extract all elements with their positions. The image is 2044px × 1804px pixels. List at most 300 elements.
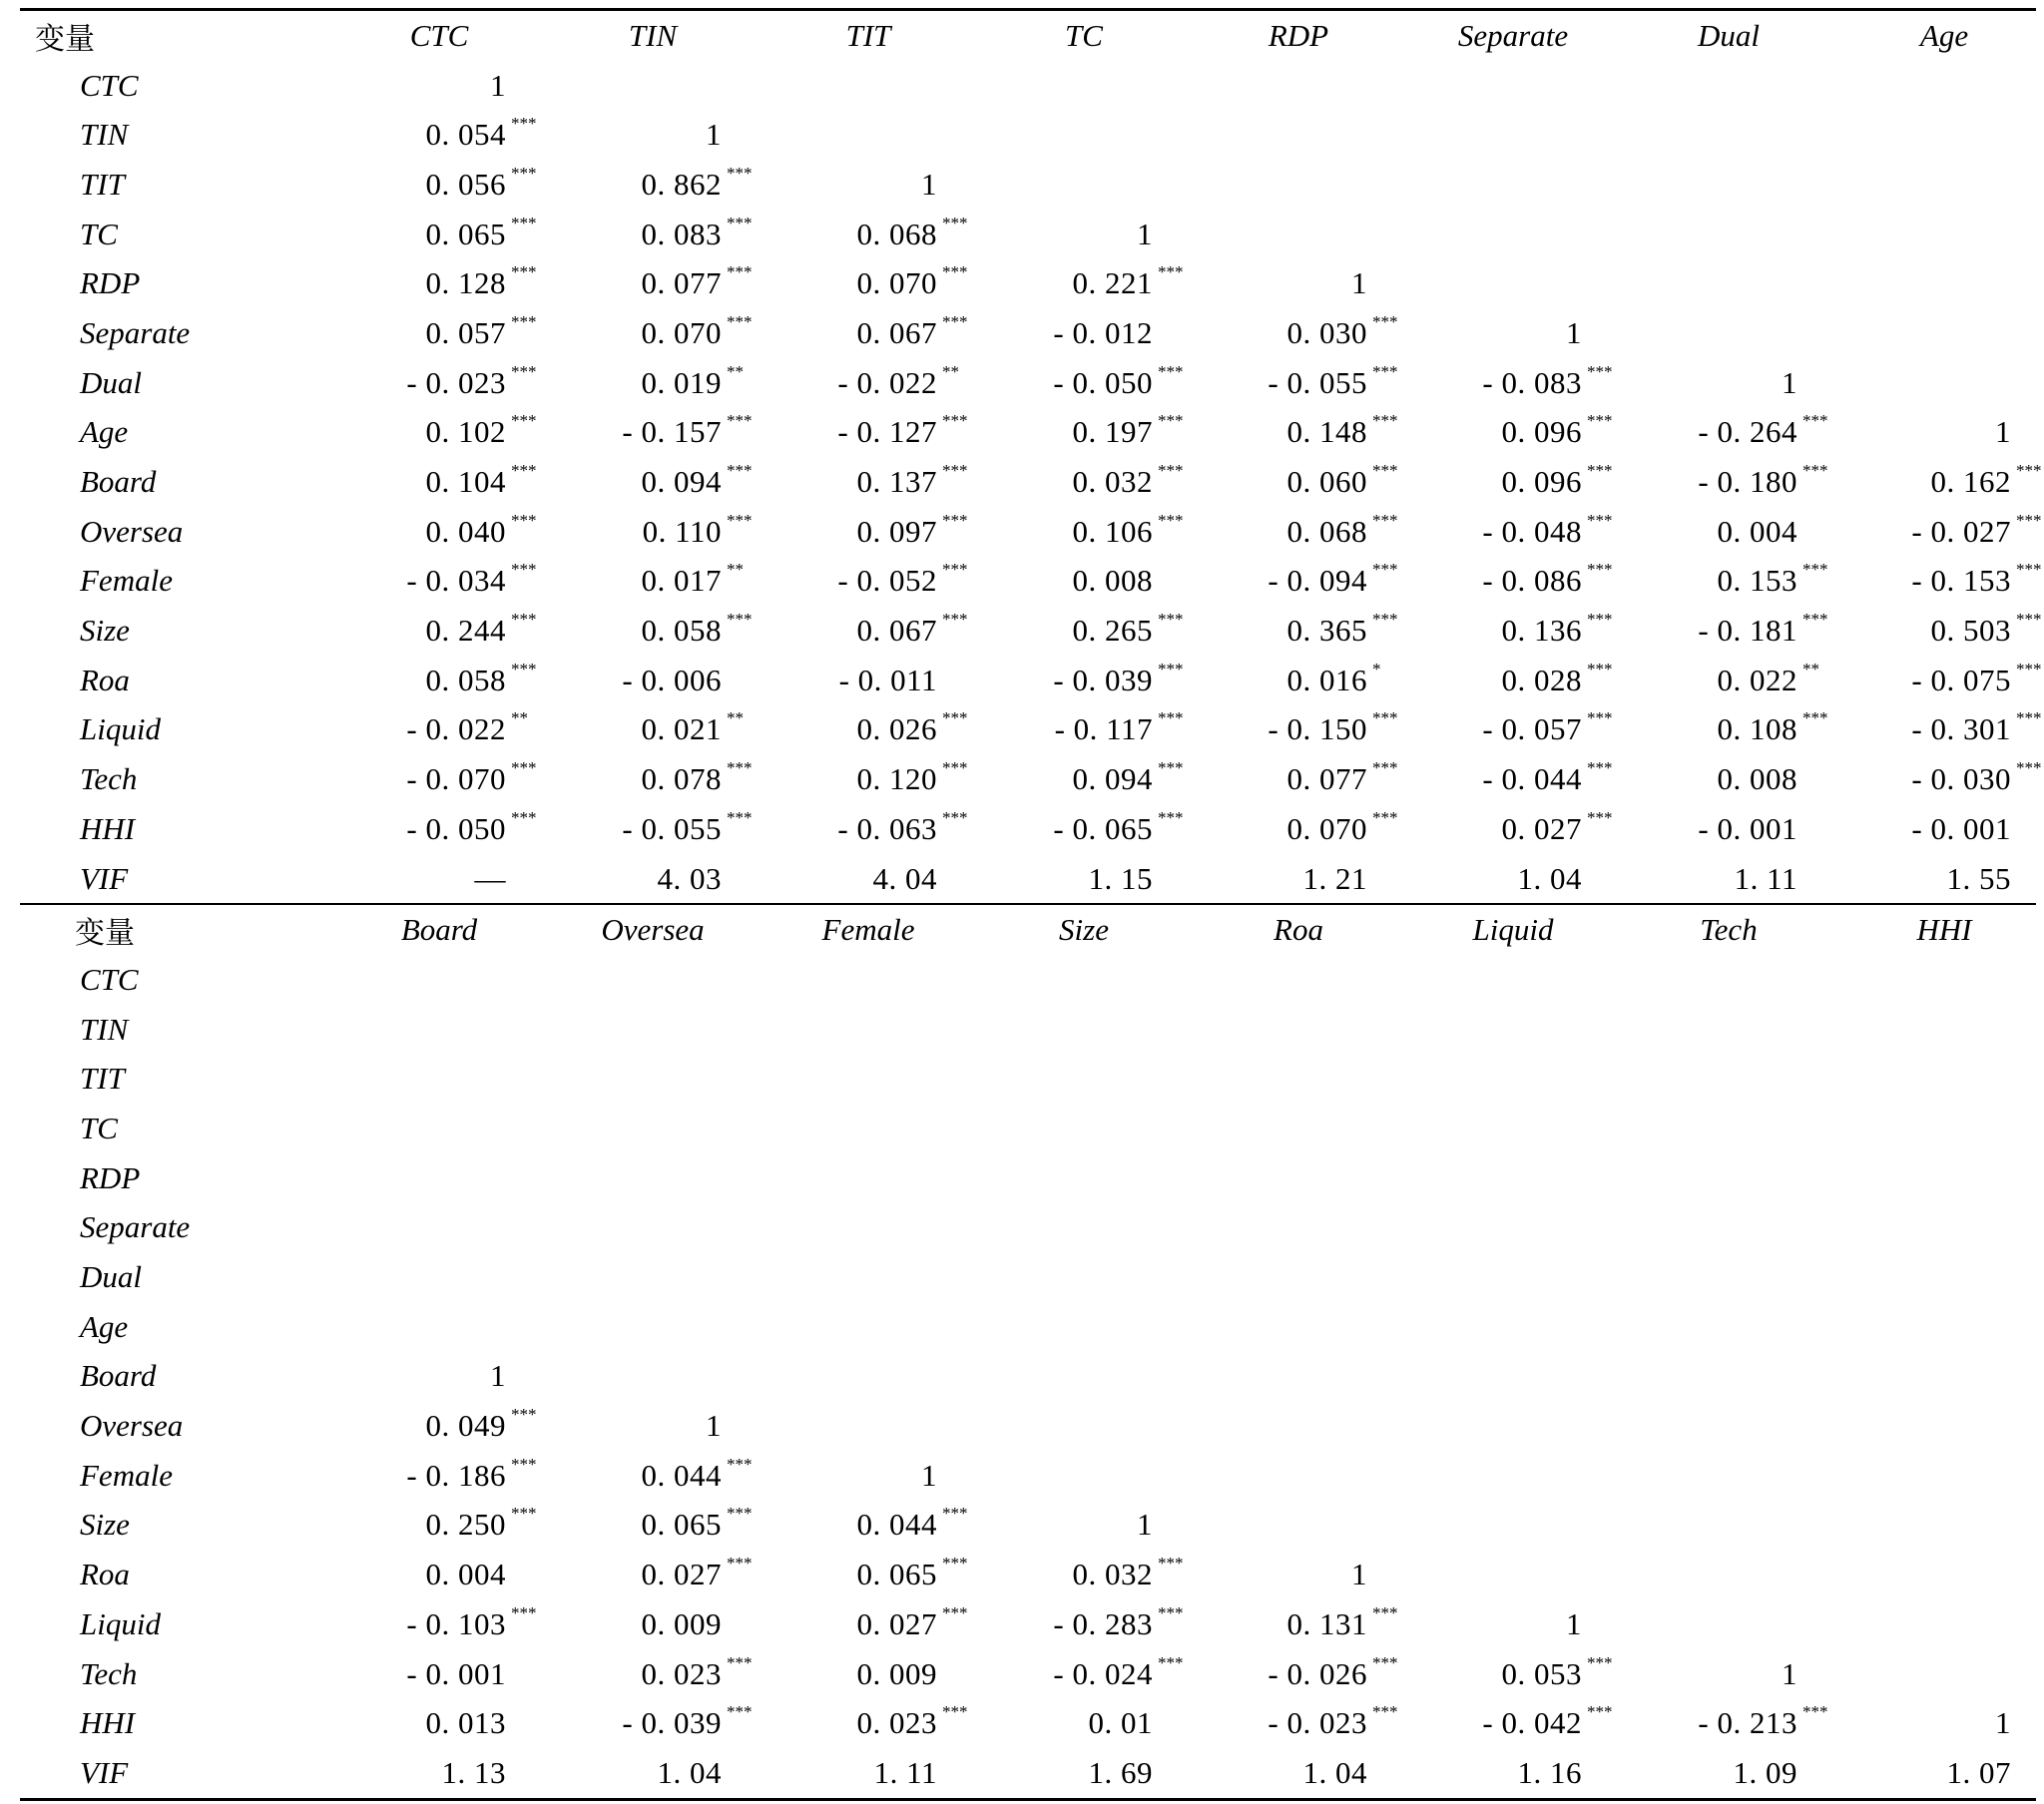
table-cell xyxy=(998,358,1198,408)
table-cell xyxy=(782,557,982,607)
table-cell xyxy=(567,656,766,705)
row-label: Separate xyxy=(80,314,191,350)
cell-value: - 0. 150 xyxy=(1268,711,1367,747)
table-cell xyxy=(1856,358,2044,408)
table-cell xyxy=(1213,210,1412,259)
cell-value: 0. 067 xyxy=(856,314,937,350)
table-cell xyxy=(1856,754,2044,804)
cell-value: - 0. 213 xyxy=(1698,1705,1797,1741)
significance-stars: *** xyxy=(511,560,537,580)
table-cell xyxy=(1427,308,1627,358)
cell-value: 0. 503 xyxy=(1930,613,2011,649)
cell-value: - 0. 023 xyxy=(1268,1705,1367,1741)
significance-stars: *** xyxy=(511,1504,537,1524)
column-header: Size xyxy=(1059,912,1109,948)
significance-stars: *** xyxy=(1158,1652,1184,1672)
significance-stars: *** xyxy=(1372,411,1398,431)
table-row xyxy=(20,457,2042,507)
cell-value: - 0. 026 xyxy=(1268,1655,1367,1691)
table-cell xyxy=(567,854,766,904)
cell-value: 4. 03 xyxy=(657,860,722,896)
significance-stars: *** xyxy=(1802,1702,1828,1722)
cell-value: 0. 056 xyxy=(425,166,506,202)
significance-stars: *** xyxy=(511,1405,537,1425)
column-header: HHI xyxy=(1916,912,1972,948)
significance-stars: *** xyxy=(1372,758,1398,778)
significance-stars: *** xyxy=(1372,361,1398,381)
cell-value: 0. 058 xyxy=(641,613,722,649)
significance-stars: *** xyxy=(1587,461,1613,481)
significance-stars: *** xyxy=(1158,758,1184,778)
table-cell xyxy=(782,1054,982,1104)
significance-stars: *** xyxy=(1802,411,1828,431)
row-label: Female xyxy=(80,563,173,599)
cell-value: - 0. 181 xyxy=(1698,613,1797,649)
table-cell xyxy=(1643,160,1842,210)
table-cell xyxy=(1643,557,1842,607)
table-row xyxy=(20,1748,2036,1798)
cell-value: 0. 078 xyxy=(641,761,722,797)
table-row xyxy=(20,1649,2036,1699)
significance-stars: *** xyxy=(1587,610,1613,630)
table-cell xyxy=(567,160,766,210)
table-cell xyxy=(1427,1649,1627,1699)
table-cell xyxy=(1856,1005,2044,1055)
table-cell xyxy=(1643,1748,1842,1798)
table-row xyxy=(20,955,2036,1005)
table-cell xyxy=(998,1054,1198,1104)
table-cell xyxy=(1856,1501,2044,1551)
table-cell xyxy=(1213,1550,1412,1599)
significance-stars: *** xyxy=(1802,610,1828,630)
cell-value: 1 xyxy=(1782,1655,1797,1691)
table-cell xyxy=(1643,705,1842,755)
table-cell xyxy=(1856,1649,2044,1699)
table-cell xyxy=(567,1203,766,1253)
table-cell xyxy=(1643,110,1842,160)
table-row xyxy=(20,408,2036,458)
table-cell xyxy=(1213,1401,1412,1451)
significance-stars: *** xyxy=(1158,659,1184,678)
table-cell xyxy=(1643,258,1842,308)
row-label: CTC xyxy=(80,67,139,103)
significance-stars: *** xyxy=(942,1702,968,1722)
table-cell xyxy=(998,258,1198,308)
table-cell xyxy=(1427,258,1627,308)
table-cell xyxy=(351,754,551,804)
table-cell xyxy=(1856,656,2044,705)
table-cell xyxy=(1427,61,1627,111)
table-cell xyxy=(351,1153,551,1203)
row-label: Dual xyxy=(80,1259,142,1295)
row-label: TC xyxy=(80,1110,118,1145)
table-cell xyxy=(782,1401,982,1451)
table-cell xyxy=(1213,507,1412,557)
table-cell xyxy=(1643,955,1842,1005)
significance-stars: *** xyxy=(942,560,968,580)
significance-stars: *** xyxy=(1372,1702,1398,1722)
table-cell xyxy=(1643,61,1842,111)
cell-value: 0. 102 xyxy=(425,414,506,450)
table-cell xyxy=(1427,1104,1627,1153)
table-cell xyxy=(782,705,982,755)
table-cell xyxy=(782,110,982,160)
significance-stars: * xyxy=(1372,659,1381,678)
significance-stars: *** xyxy=(942,510,968,530)
table-cell xyxy=(351,1302,551,1352)
table-cell xyxy=(1213,1252,1412,1302)
significance-stars: *** xyxy=(727,163,753,183)
table-cell xyxy=(1427,507,1627,557)
table-cell xyxy=(998,1698,1198,1748)
significance-stars: *** xyxy=(511,807,537,827)
table-cell xyxy=(1427,1698,1627,1748)
significance-stars: *** xyxy=(1372,1602,1398,1622)
table-cell xyxy=(1643,1005,1842,1055)
cell-value: - 0. 186 xyxy=(406,1457,506,1493)
cell-value: 0. 009 xyxy=(641,1605,722,1641)
cell-value: 0. 044 xyxy=(641,1457,722,1493)
table-cell xyxy=(351,705,551,755)
variable-header: 变量 xyxy=(75,916,135,952)
cell-value: 1 xyxy=(1137,1507,1153,1543)
significance-stars: *** xyxy=(727,758,753,778)
table-cell xyxy=(1213,457,1412,507)
cell-value: - 0. 055 xyxy=(622,810,722,846)
row-label: Liquid xyxy=(80,711,161,747)
table-cell xyxy=(1213,358,1412,408)
significance-stars: *** xyxy=(2016,610,2042,630)
table-cell xyxy=(1427,557,1627,607)
cell-value: - 0. 083 xyxy=(1482,364,1582,400)
table-cell xyxy=(1427,754,1627,804)
table-cell xyxy=(782,1005,982,1055)
table-cell xyxy=(1427,1451,1627,1501)
table-cell xyxy=(1643,1203,1842,1253)
bottom-rule xyxy=(20,1798,2036,1801)
table-cell xyxy=(1213,1649,1412,1699)
table-cell xyxy=(998,1005,1198,1055)
table-cell xyxy=(1427,408,1627,458)
cell-value: - 0. 050 xyxy=(406,810,506,846)
table-row xyxy=(20,1153,2036,1203)
table-cell xyxy=(998,804,1198,854)
table-cell xyxy=(998,308,1198,358)
table-cell xyxy=(1643,1401,1842,1451)
cell-value: 1 xyxy=(1995,414,2011,450)
table-cell xyxy=(351,61,551,111)
significance-stars: *** xyxy=(511,213,537,232)
significance-stars: *** xyxy=(511,1454,537,1474)
table-cell xyxy=(1213,656,1412,705)
cell-value: 0. 162 xyxy=(1930,464,2011,500)
table-cell xyxy=(1213,1748,1412,1798)
table-row xyxy=(20,705,2042,755)
cell-value: 0. 026 xyxy=(856,711,937,747)
row-label: VIF xyxy=(80,1754,129,1790)
significance-stars: *** xyxy=(2016,560,2042,580)
table-row xyxy=(20,754,2042,804)
table-row xyxy=(20,210,2036,259)
significance-stars: *** xyxy=(942,461,968,481)
cell-value: 0. 862 xyxy=(641,166,722,202)
table-cell xyxy=(1213,1599,1412,1649)
cell-value: - 0. 075 xyxy=(1911,662,2011,697)
cell-value: - 0. 001 xyxy=(1698,810,1797,846)
table-cell xyxy=(351,507,551,557)
table-row xyxy=(20,606,2042,656)
significance-stars: *** xyxy=(511,758,537,778)
significance-stars: *** xyxy=(1158,610,1184,630)
table-cell xyxy=(567,358,766,408)
table-cell xyxy=(782,408,982,458)
table-cell xyxy=(1213,1153,1412,1203)
header-row xyxy=(20,11,2036,61)
cell-value: 0. 009 xyxy=(856,1655,937,1691)
table-cell xyxy=(782,606,982,656)
table-cell xyxy=(782,258,982,308)
table-cell xyxy=(998,1252,1198,1302)
significance-stars: *** xyxy=(1372,610,1398,630)
row-label: TIN xyxy=(80,117,129,153)
table-cell xyxy=(351,457,551,507)
cell-value: - 0. 050 xyxy=(1053,364,1153,400)
table-row xyxy=(20,1698,2036,1748)
cell-value: 0. 110 xyxy=(642,513,722,549)
table-row xyxy=(20,1352,2036,1402)
table-cell xyxy=(782,955,982,1005)
table-cell xyxy=(567,61,766,111)
significance-stars: *** xyxy=(1587,411,1613,431)
cell-value: 1. 04 xyxy=(1302,1754,1367,1790)
table-cell xyxy=(1856,457,2044,507)
table-cell xyxy=(1427,160,1627,210)
table-cell xyxy=(1213,1104,1412,1153)
cell-value: 0. 023 xyxy=(856,1705,937,1741)
table-cell xyxy=(998,1302,1198,1352)
significance-stars: *** xyxy=(727,213,753,232)
table-cell xyxy=(998,754,1198,804)
significance-stars: *** xyxy=(942,807,968,827)
significance-stars: *** xyxy=(727,311,753,331)
significance-stars: *** xyxy=(1158,1602,1184,1622)
cell-value: 0. 004 xyxy=(425,1557,506,1592)
significance-stars: *** xyxy=(1158,361,1184,381)
table-cell xyxy=(567,210,766,259)
table-cell xyxy=(351,210,551,259)
cell-value: 1. 11 xyxy=(1734,860,1797,896)
table-cell xyxy=(998,1203,1198,1253)
cell-value: 0. 131 xyxy=(1286,1605,1367,1641)
significance-stars: *** xyxy=(1587,560,1613,580)
table-cell xyxy=(1213,804,1412,854)
significance-stars: *** xyxy=(1587,361,1613,381)
table-cell xyxy=(782,854,982,904)
table-cell xyxy=(1856,210,2044,259)
cell-value: 1. 16 xyxy=(1517,1754,1582,1790)
significance-stars: *** xyxy=(511,114,537,134)
significance-stars: *** xyxy=(727,510,753,530)
cell-value: 0. 053 xyxy=(1501,1655,1582,1691)
cell-value: 0. 057 xyxy=(425,314,506,350)
table-cell xyxy=(567,1401,766,1451)
table-cell xyxy=(1213,557,1412,607)
cell-value: 0. 022 xyxy=(1717,662,1797,697)
cell-value: 0. 106 xyxy=(1072,513,1153,549)
table-cell xyxy=(1643,754,1842,804)
table-cell xyxy=(1643,1352,1842,1402)
table-row xyxy=(20,507,2042,557)
significance-stars: *** xyxy=(727,411,753,431)
cell-value: - 0. 011 xyxy=(838,662,937,697)
cell-value: 0. 065 xyxy=(425,216,506,251)
table-cell xyxy=(998,656,1198,705)
significance-stars: *** xyxy=(727,1652,753,1672)
table-cell xyxy=(351,1550,551,1599)
table-cell xyxy=(1643,804,1842,854)
significance-stars: *** xyxy=(2016,659,2042,678)
significance-stars: *** xyxy=(1372,510,1398,530)
significance-stars: *** xyxy=(1802,708,1828,728)
row-label: TIN xyxy=(80,1011,129,1047)
table-cell xyxy=(351,1501,551,1551)
table-row xyxy=(20,160,2036,210)
table-cell xyxy=(1427,1203,1627,1253)
table-cell xyxy=(1643,656,1842,705)
cell-value: 0. 096 xyxy=(1501,464,1582,500)
cell-value: 0. 040 xyxy=(425,513,506,549)
table-cell xyxy=(567,408,766,458)
cell-value: 0. 128 xyxy=(425,265,506,301)
cell-value: 0. 008 xyxy=(1717,761,1797,797)
table-row xyxy=(20,110,2036,160)
table-cell xyxy=(567,557,766,607)
table-cell xyxy=(782,160,982,210)
row-label: Oversea xyxy=(80,513,184,549)
cell-value: 0. 153 xyxy=(1717,563,1797,599)
table-cell xyxy=(567,1005,766,1055)
cell-value: - 0. 065 xyxy=(1053,810,1153,846)
significance-stars: *** xyxy=(1372,1652,1398,1672)
cell-value: 0. 197 xyxy=(1072,414,1153,450)
significance-stars: ** xyxy=(727,560,744,580)
cell-value: 0. 070 xyxy=(641,314,722,350)
cell-value: 1 xyxy=(490,67,506,103)
significance-stars: ** xyxy=(727,361,744,381)
cell-value: 0. 044 xyxy=(856,1507,937,1543)
significance-stars: *** xyxy=(942,1554,968,1574)
cell-value: 0. 004 xyxy=(1717,513,1797,549)
table-row xyxy=(20,1550,2036,1599)
column-header: Liquid xyxy=(1472,912,1554,948)
cell-value: - 0. 117 xyxy=(1054,711,1153,747)
table-cell xyxy=(1213,754,1412,804)
table-cell xyxy=(1856,705,2044,755)
table-cell xyxy=(998,1501,1198,1551)
table-cell xyxy=(1643,1054,1842,1104)
table-row xyxy=(20,1252,2036,1302)
cell-value: 1 xyxy=(921,1457,937,1493)
table-cell xyxy=(351,1698,551,1748)
cell-value: - 0. 157 xyxy=(622,414,722,450)
table-row xyxy=(20,854,2036,904)
table-cell xyxy=(567,507,766,557)
cell-value: 0. 023 xyxy=(641,1655,722,1691)
cell-value: — xyxy=(474,860,506,896)
cell-value: 0. 028 xyxy=(1501,662,1582,697)
cell-value: - 0. 023 xyxy=(406,364,506,400)
table-cell xyxy=(567,1599,766,1649)
table-cell xyxy=(567,308,766,358)
table-cell xyxy=(1427,358,1627,408)
cell-value: 0. 365 xyxy=(1286,613,1367,649)
table-cell xyxy=(567,1054,766,1104)
row-label: Age xyxy=(80,414,129,450)
row-label: Size xyxy=(80,1507,130,1543)
significance-stars: *** xyxy=(1587,510,1613,530)
significance-stars: *** xyxy=(942,610,968,630)
table-cell xyxy=(1427,1599,1627,1649)
table-cell xyxy=(1856,606,2044,656)
table-cell xyxy=(351,258,551,308)
table-cell xyxy=(1643,854,1842,904)
cell-value: - 0. 070 xyxy=(406,761,506,797)
table-cell xyxy=(1213,1054,1412,1104)
row-label: Tech xyxy=(80,1655,138,1691)
table-cell xyxy=(351,358,551,408)
cell-value: - 0. 048 xyxy=(1482,513,1582,549)
significance-stars: *** xyxy=(2016,510,2042,530)
cell-value: - 0. 283 xyxy=(1053,1605,1153,1641)
column-header: Roa xyxy=(1274,912,1323,948)
table-cell xyxy=(782,804,982,854)
table-cell xyxy=(1856,258,2044,308)
table-cell xyxy=(782,1153,982,1203)
table-cell xyxy=(351,1352,551,1402)
table-cell xyxy=(782,656,982,705)
cell-value: 0. 094 xyxy=(641,464,722,500)
cell-value: 0. 01 xyxy=(1088,1705,1153,1741)
cell-value: - 0. 022 xyxy=(837,364,937,400)
cell-value: - 0. 001 xyxy=(406,1655,506,1691)
significance-stars: *** xyxy=(511,1602,537,1622)
table-row xyxy=(20,1104,2036,1153)
table-cell xyxy=(351,606,551,656)
table-cell xyxy=(567,258,766,308)
cell-value: 0. 148 xyxy=(1286,414,1367,450)
table-cell xyxy=(1427,457,1627,507)
significance-stars: *** xyxy=(942,213,968,232)
table-cell xyxy=(351,955,551,1005)
cell-value: 0. 027 xyxy=(856,1605,937,1641)
significance-stars: *** xyxy=(727,807,753,827)
table-cell xyxy=(1856,1401,2044,1451)
table-cell xyxy=(1213,1302,1412,1352)
significance-stars: *** xyxy=(1372,560,1398,580)
table-cell xyxy=(998,557,1198,607)
table-cell xyxy=(1856,1698,2044,1748)
table-cell xyxy=(351,1054,551,1104)
table-cell xyxy=(1213,308,1412,358)
table-cell xyxy=(1856,507,2044,557)
table-cell xyxy=(998,160,1198,210)
table-row xyxy=(20,1401,2036,1451)
row-label: Separate xyxy=(80,1209,191,1245)
correlation-table xyxy=(20,8,2042,1801)
cell-value: - 0. 022 xyxy=(406,711,506,747)
significance-stars: *** xyxy=(1802,461,1828,481)
table-cell xyxy=(782,1252,982,1302)
